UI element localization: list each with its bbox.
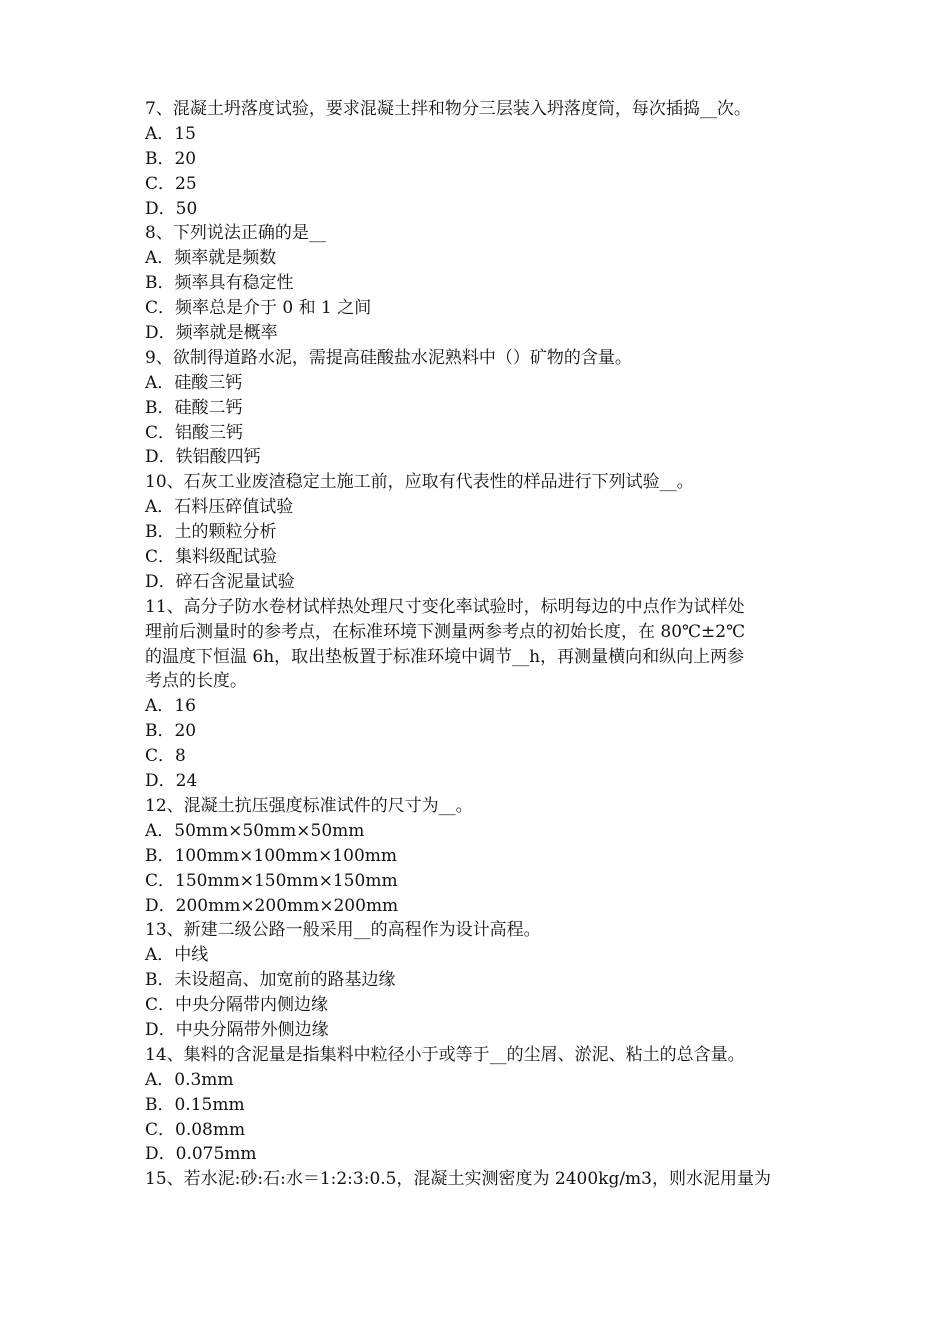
answer-option: C．0.08mm [145, 1119, 246, 1140]
question-text: 的温度下恒温 6h，取出垫板置于标准环境中调节__h，再测量横向和纵向上两参 [145, 646, 745, 667]
question-block [145, 470, 815, 594]
answer-option: B．土的颗粒分析 [145, 522, 277, 543]
answer-option: B．20 [145, 148, 197, 169]
question-block [145, 1167, 815, 1192]
answer-option: D．24 [145, 771, 198, 792]
answer-option: A．频率就是频数 [145, 248, 277, 269]
question-block [145, 595, 815, 794]
answer-option: D．50 [145, 198, 198, 219]
answer-option: D．铁铝酸四钙 [145, 447, 261, 468]
answer-option: D．200mm×200mm×200mm [145, 895, 399, 916]
answer-option: A．中线 [145, 945, 209, 966]
answer-option: B．频率具有稳定性 [145, 273, 294, 294]
answer-option: B．未设超高、加宽前的路基边缘 [145, 970, 396, 991]
question-block [145, 97, 815, 221]
answer-option: A．50mm×50mm×50mm [145, 820, 365, 841]
answer-option: A．15 [145, 123, 196, 144]
question-text: 15、若水泥:砂:石:水＝1:2:3:0.5，混凝土实测密度为 2400kg/m3，则水泥用量为 [145, 1169, 771, 1190]
answer-option: D．中央分隔带外侧边缘 [145, 1019, 329, 1040]
answer-option: B．20 [145, 721, 197, 742]
question-text: 8、下列说法正确的是__ [145, 223, 326, 244]
question-text: 10、石灰工业废渣稳定土施工前，应取有代表性的样品进行下列试验__。 [145, 472, 694, 493]
answer-option: A．0.3mm [145, 1069, 234, 1090]
question-text: 9、欲制得道路水泥，需提高硅酸盐水泥熟料中（）矿物的含量。 [145, 347, 632, 368]
question-block [145, 794, 815, 918]
answer-option: C．25 [145, 173, 197, 194]
question-block [145, 1043, 815, 1167]
question-text: 14、集料的含泥量是指集料中粒径小于或等于__的尘屑、淤泥、粘土的总含量。 [145, 1044, 745, 1065]
answer-option: A．16 [145, 696, 196, 717]
answer-option: B．0.15mm [145, 1094, 245, 1115]
question-text: 11、高分子防水卷材试样热处理尺寸变化率试验时，标明每边的中点作为试样处 [145, 596, 745, 617]
question-block [145, 346, 815, 470]
question-text: 12、混凝土抗压强度标准试件的尺寸为__。 [145, 795, 473, 816]
question-text: 13、新建二级公路一般采用__的高程作为设计高程。 [145, 920, 541, 941]
answer-option: D．频率就是概率 [145, 323, 278, 344]
question-block [145, 221, 815, 345]
answer-option: C．8 [145, 746, 186, 767]
answer-option: A．硅酸三钙 [145, 372, 243, 393]
answer-option: C．中央分隔带内侧边缘 [145, 995, 329, 1016]
answer-option: D．碎石含泥量试验 [145, 571, 295, 592]
answer-option: A．石料压碎值试验 [145, 497, 294, 518]
answer-option: C．频率总是介于 0 和 1 之间 [145, 298, 372, 319]
answer-option: B．100mm×100mm×100mm [145, 845, 398, 866]
question-text: 理前后测量时的参考点，在标准环境下测量两参考点的初始长度，在 80℃±2℃ [145, 621, 746, 642]
answer-option: C．集料级配试验 [145, 547, 278, 568]
answer-option: C．150mm×150mm×150mm [145, 870, 398, 891]
answer-option: C．铝酸三钙 [145, 422, 244, 443]
question-text: 7、混凝土坍落度试验，要求混凝土拌和物分三层装入坍落度筒，每次插捣__次。 [145, 99, 751, 119]
question-block [145, 918, 815, 1042]
question-text: 考点的长度。 [145, 671, 247, 692]
answer-option: B．硅酸二钙 [145, 397, 243, 418]
answer-option: D．0.075mm [145, 1144, 257, 1165]
document-page [145, 97, 815, 1192]
